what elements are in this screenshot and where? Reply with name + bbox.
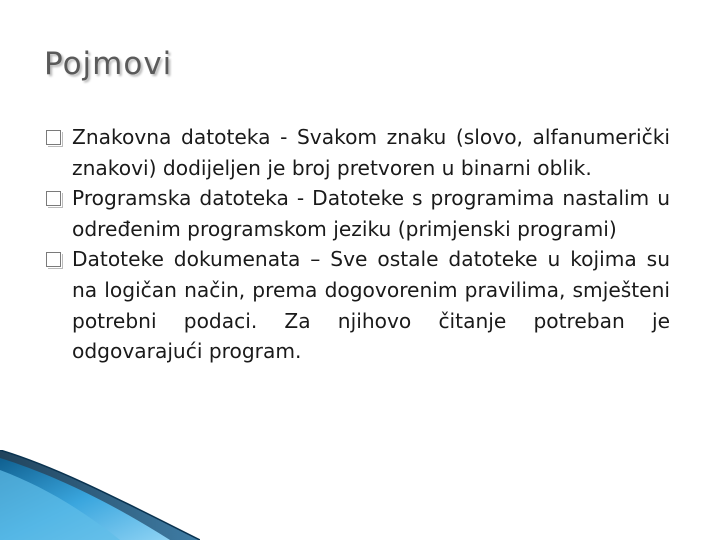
bullet-text: Programska datoteka - Datoteke s programima nastalim u određenim programskom jeziku (primjenski programi) (72, 186, 670, 241)
bullet-item-programska (44, 183, 670, 244)
bullet-text: Datoteke dokumenata – Sve ostale datoteke u kojima su na logičan način, prema dogovorenim pravilima, smješteni potrebni podaci. Za njihovo čitanje potreban je odgovarajući program. (72, 247, 670, 364)
square-bullet-icon (46, 130, 61, 145)
corner-swoosh-decoration (0, 450, 200, 540)
bullet-list (44, 122, 670, 367)
square-bullet-icon (46, 191, 61, 206)
bullet-text: Znakovna datoteka - Svakom znaku (slovo, alfanumerički znakovi) dodijeljen je broj pretvoren u binarni oblik. (72, 125, 670, 180)
bullet-item-dokumenti (44, 244, 670, 366)
slide-title: Pojmovi (44, 46, 173, 82)
bullet-item-znakovna (44, 122, 670, 183)
square-bullet-icon (46, 252, 61, 267)
